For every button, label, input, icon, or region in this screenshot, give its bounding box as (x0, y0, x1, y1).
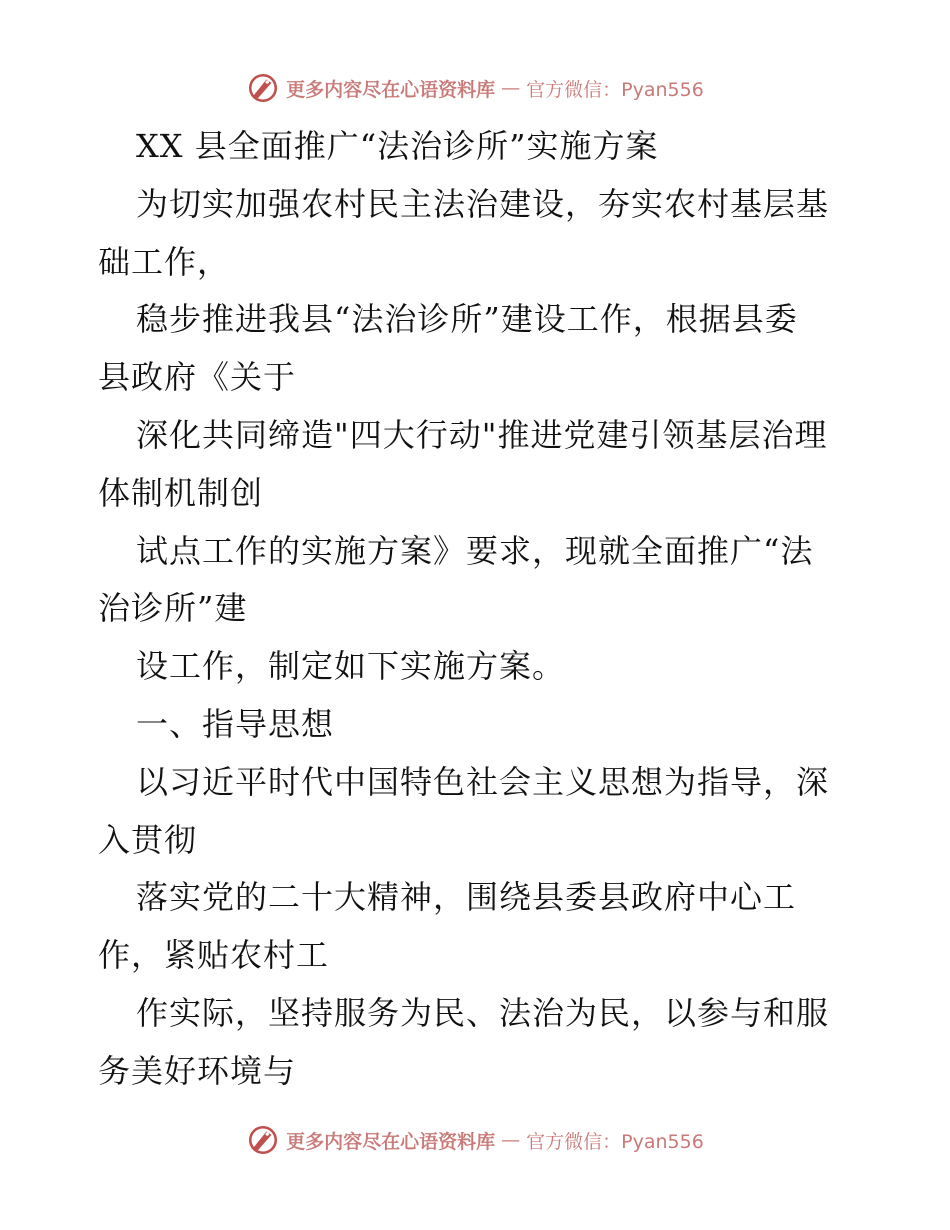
paragraph-line: 治诊所”建 (98, 589, 248, 628)
paragraph-line: 试点工作的实施方案》要求，现就全面推广“法 (136, 531, 814, 570)
pen-nib-circle-icon (246, 1123, 280, 1157)
banner-dash: — (501, 77, 521, 99)
paragraph-line: 县政府《关于 (98, 358, 297, 397)
header-banner (0, 68, 950, 108)
paragraph-line: 体制机制创 (98, 473, 264, 512)
banner-dash: — (501, 1129, 521, 1151)
paragraph-line: 为切实加强农村民主法治建设，夯实农村基层基 (136, 184, 830, 223)
paragraph-line: 务美好环境与 (98, 1051, 297, 1090)
paragraph-line: 设工作，制定如下实施方案。 (136, 647, 566, 686)
paragraph-line: 落实党的二十大精神，围绕县委县政府中心工 (136, 878, 797, 917)
footer-banner (0, 1120, 950, 1160)
paragraph-line: 作，紧贴农村工 (98, 936, 330, 975)
paragraph-line: 深化共同缔造"四大行动"推进党建引领基层治理 (136, 415, 828, 454)
document-title: XX 县全面推广“法治诊所”实施方案 (136, 127, 659, 165)
document-body (98, 118, 858, 1101)
section-heading: 一、指导思想 (136, 704, 335, 743)
paragraph-line: 础工作， (98, 242, 231, 281)
banner-wechat-text: 官方微信：Pyan556 (526, 1130, 704, 1153)
paragraph-line: 以习近平时代中国特色社会主义思想为指导，深 (136, 762, 830, 801)
banner-main-text: 更多内容尽在心语资料库 (286, 78, 496, 101)
paragraph-line: 作实际，坚持服务为民、法治为民，以参与和服 (136, 993, 830, 1032)
paragraph-line: 入贯彻 (98, 820, 198, 859)
paragraph-line: 稳步推进我县“法治诊所”建设工作，根据县委 (136, 300, 798, 339)
banner-main-text: 更多内容尽在心语资料库 (286, 1130, 496, 1153)
banner-wechat-text: 官方微信：Pyan556 (526, 78, 704, 101)
pen-nib-circle-icon (246, 71, 280, 105)
